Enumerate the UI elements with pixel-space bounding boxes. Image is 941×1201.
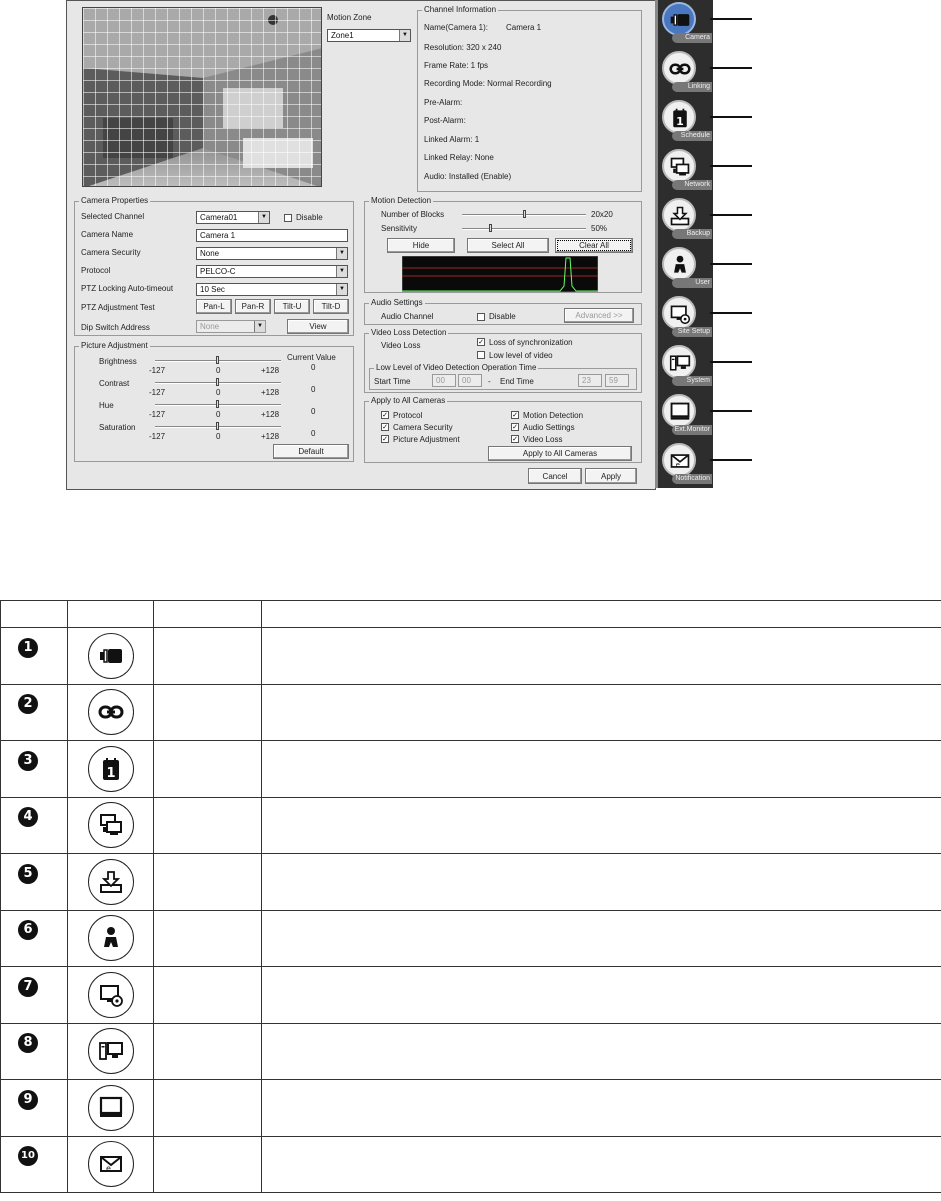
saturation-slider-thumb[interactable] [216,422,219,430]
table-cell-number [1,1080,68,1137]
time-dash: - [488,377,491,386]
number-badge: 8 [18,1033,38,1053]
operation-time-group [369,363,637,390]
number-badge: 1 [18,638,38,658]
svg-text:e: e [105,1164,111,1174]
contrast-min: -127 [149,388,166,397]
hue-label: Hue [99,401,114,410]
channel-name-value: Camera 1 [506,23,542,32]
table-row [1,1136,941,1193]
start-hour-input[interactable]: 00 [432,374,456,387]
sensitivity-value: 50% [591,224,608,233]
system-icon [662,345,696,379]
apply-picture-adjustment-label: Picture Adjustment [393,435,460,444]
loss-sync-label: Loss of synchronization [489,338,573,347]
motion-zone-label: Motion Zone [327,13,372,22]
end-minute-input[interactable]: 59 [605,374,629,387]
callout-line [710,263,752,265]
table-cell [154,967,262,1024]
contrast-mid: 0 [216,388,221,397]
table-cell-number [1,967,68,1024]
table-row [1,741,941,798]
table-cell [262,910,941,967]
table-cell-icon [68,910,154,967]
post-alarm-text: Post-Alarm: [424,116,466,125]
audio-disable-label: Disable [489,312,516,321]
nav-item-link[interactable] [660,51,712,95]
motion-zone-select[interactable] [327,29,411,42]
camera-preview[interactable] [82,7,322,187]
svg-text:1: 1 [105,765,116,781]
apply-to-all-cameras-button[interactable]: Apply to All Cameras [488,446,632,461]
nav-item-schedule[interactable] [660,100,712,144]
table-body [1,628,941,1193]
menu-icon-table [0,600,941,1193]
frame-rate-text: Frame Rate: 1 fps [424,61,489,70]
picture-adjustment-panel [74,341,354,462]
callout-line [710,116,752,118]
table-cell-icon [68,1023,154,1080]
end-hour-input[interactable]: 23 [578,374,602,387]
site-setup-icon [88,972,134,1018]
saturation-min: -127 [149,432,166,441]
pre-alarm-text: Pre-Alarm: [424,98,463,107]
table-row [1,797,941,854]
saturation-current-value: 0 [311,429,316,438]
selected-channel-value: Camera01 [200,213,238,222]
notification-icon [662,443,696,477]
chevron-down-icon: ▼ [336,248,347,259]
nav-item-label: User [672,278,712,288]
table-cell-icon [68,628,154,685]
camera-name-input[interactable]: Camera 1 [196,229,348,242]
current-value-label: Current Value [287,353,336,362]
hide-button[interactable]: Hide [387,238,455,253]
nav-item-label: Ext.Monitor [672,425,712,435]
table-row [1,1080,941,1137]
selected-channel-select[interactable] [196,211,270,224]
table-cell-number [1,1023,68,1080]
hue-current-value: 0 [311,407,316,416]
sensitivity-label: Sensitivity [381,224,418,233]
camera-icon [662,2,696,36]
settings-sidebar [655,0,713,488]
backup-icon [662,198,696,232]
table-cell-icon [68,684,154,741]
network-icon [662,149,696,183]
system-icon [88,1028,134,1074]
audio-text: Audio: Installed (Enable) [424,172,512,181]
start-minute-input[interactable]: 00 [458,374,482,387]
ptz-timeout-label: PTZ Locking Auto-timeout [81,284,174,293]
table-row [1,628,941,685]
number-badge: 3 [18,751,38,771]
table-cell-number [1,797,68,854]
apply-video-loss-checkbox[interactable]: ✓ [512,436,518,443]
tilt-up-button[interactable]: Tilt-U [274,299,310,314]
nav-item-label: Network [672,180,712,190]
table-header-cell [68,601,154,628]
camera-security-label: Camera Security [81,248,141,257]
contrast-label: Contrast [99,379,130,388]
nav-item-label: Notification [672,474,712,484]
nav-item-backup[interactable] [660,198,712,242]
monitor-icon [88,1085,134,1131]
number-badge: 2 [18,694,38,714]
brightness-label: Brightness [99,357,137,366]
low-level-checkbox[interactable] [477,351,485,359]
table-cell [262,1136,941,1193]
table-cell [154,1136,262,1193]
table-cell-number [1,854,68,911]
channel-info-title: Channel Information [424,5,497,14]
contrast-slider-thumb[interactable] [216,378,219,386]
chevron-down-icon: ▼ [336,266,347,277]
channel-info-panel [417,5,642,192]
brightness-min: -127 [149,366,166,375]
ptz-timeout-value: 10 Sec [200,285,225,294]
clear-all-button[interactable]: Clear All [555,238,633,253]
link-icon [662,51,696,85]
video-loss-label: Video Loss [381,341,421,350]
linked-relay-text: Linked Relay: None [424,153,494,162]
channel-name-label: Name(Camera 1): [424,23,489,32]
camera-icon [88,633,134,679]
nav-item-user[interactable] [660,247,712,291]
protocol-value: PELCO-C [200,267,236,276]
table-cell-number [1,910,68,967]
select-all-button[interactable]: Select All [467,238,549,253]
callout-line [710,67,752,69]
table-cell [154,741,262,798]
video-loss-panel [364,328,642,393]
user-icon [88,915,134,961]
number-badge: 4 [18,807,38,827]
motion-detection-title: Motion Detection [371,196,432,205]
ptz-timeout-select[interactable] [196,283,348,296]
brightness-current-value: 0 [311,363,316,372]
picture-adjustment-title: Picture Adjustment [81,341,148,350]
camera-properties-panel [74,196,354,336]
table-cell-number [1,684,68,741]
table-cell [262,797,941,854]
motion-grid [83,8,321,186]
nav-item-label: Schedule [672,131,712,141]
nav-item-label: System [672,376,712,386]
table-cell-icon [68,1080,154,1137]
motion-level-graph [402,256,598,292]
table-cell [154,1023,262,1080]
operation-time-title: Low Level of Video Detection Operation Time [376,363,537,372]
audio-settings-panel [364,298,642,325]
chevron-down-icon: ▼ [258,212,269,223]
contrast-max: +128 [261,388,280,397]
table-cell [154,910,262,967]
nav-item-label: Site Setup [672,327,712,337]
table-cell [262,1080,941,1137]
camera-properties-title: Camera Properties [81,196,149,205]
apply-all-panel [364,396,642,463]
low-level-label: Low level of video [489,351,553,360]
audio-channel-label: Audio Channel [381,312,434,321]
ptz-test-label: PTZ Adjustment Test [81,303,155,312]
camera-security-value: None [200,249,220,258]
schedule-icon [662,100,696,134]
table-cell [262,967,941,1024]
apply-protocol-checkbox[interactable]: ✓ [382,412,388,419]
chevron-down-icon: ▼ [336,284,347,295]
callout-line [710,361,752,363]
blocks-label: Number of Blocks [381,210,445,219]
selected-channel-label: Selected Channel [81,212,145,221]
callout-line [710,312,752,314]
protocol-label: Protocol [81,266,111,275]
apply-picture-adjustment-checkbox[interactable]: ✓ [382,436,388,443]
blocks-slider-thumb[interactable] [523,210,526,218]
brightness-slider-thumb[interactable] [216,356,219,364]
advanced-button[interactable]: Advanced >> [564,308,634,323]
start-time-label: Start Time [374,377,411,386]
number-badge: 9 [18,1090,38,1110]
network-icon [88,802,134,848]
protocol-select[interactable] [196,265,348,278]
blocks-value: 20x20 [591,210,613,219]
settings-screenshot [66,0,656,490]
callout-line [710,165,752,167]
contrast-current-value: 0 [311,385,316,394]
schedule-icon [88,746,134,792]
chevron-down-icon: ▼ [254,321,265,332]
table-row [1,967,941,1024]
monitor-icon [662,394,696,428]
apply-camera-security-label: Camera Security [393,423,453,432]
hue-max: +128 [261,410,280,419]
cancel-button[interactable]: Cancel [528,468,582,484]
callout-line [710,410,752,412]
table-cell-icon [68,741,154,798]
backup-icon [88,859,134,905]
saturation-max: +128 [261,432,280,441]
number-badge: 10 [18,1146,38,1166]
linked-alarm-text: Linked Alarm: 1 [424,135,480,144]
hue-min: -127 [149,410,166,419]
site-setup-icon [662,296,696,330]
svg-text:1: 1 [676,114,684,128]
user-icon [662,247,696,281]
tilt-down-button[interactable]: Tilt-D [313,299,349,314]
table-cell [262,628,941,685]
table-row [1,854,941,911]
audio-disable-checkbox[interactable] [477,313,485,321]
camera-disable-label: Disable [296,213,323,222]
table-cell-icon [68,797,154,854]
table-cell [262,684,941,741]
end-time-label: End Time [500,377,534,386]
dip-switch-value: None [200,322,220,331]
nav-item-site-setup[interactable] [660,296,712,340]
motion-detection-panel [364,196,642,293]
apply-motion-detection-label: Motion Detection [523,411,584,420]
table-row [1,1023,941,1080]
nav-item-notification[interactable] [660,443,712,487]
nav-item-label: Linking [672,82,712,92]
nav-item-label: Backup [672,229,712,239]
table-cell [262,854,941,911]
sensitivity-slider-thumb[interactable] [489,224,492,232]
link-icon [88,689,134,735]
table-cell-icon [68,854,154,911]
video-loss-title: Video Loss Detection [371,328,447,337]
table-header-cell [1,601,68,628]
loss-sync-checkbox[interactable]: ✓ [478,339,484,346]
nav-item-label: Camera [672,33,712,43]
apply-protocol-label: Protocol [393,411,423,420]
motion-zone-value: Zone1 [331,31,354,40]
table-header-cell [154,601,262,628]
view-button[interactable]: View [287,319,349,334]
dip-switch-select [196,320,266,333]
camera-security-select[interactable] [196,247,348,260]
table-header-cell [262,601,941,628]
apply-video-loss-label: Video Loss [523,435,563,444]
callout-line [710,214,752,216]
pan-left-button[interactable]: Pan-L [196,299,232,314]
table-row [1,684,941,741]
sensitivity-slider[interactable] [462,228,586,230]
apply-all-title: Apply to All Cameras [371,396,446,405]
camera-name-label: Camera Name [81,230,134,239]
table-cell [154,854,262,911]
nav-item-monitor[interactable] [660,394,712,438]
resolution-text: Resolution: 320 x 240 [424,43,502,52]
number-badge: 7 [18,977,38,997]
svg-text:e: e [675,460,680,469]
recording-mode-text: Recording Mode: Normal Recording [424,79,552,88]
hue-mid: 0 [216,410,221,419]
apply-button[interactable]: Apply [585,468,637,484]
table-cell [154,797,262,854]
chevron-down-icon: ▼ [399,30,410,41]
apply-audio-settings-label: Audio Settings [523,423,575,432]
audio-settings-title: Audio Settings [371,298,423,307]
table-cell [262,1023,941,1080]
brightness-max: +128 [261,366,280,375]
table-cell [154,1080,262,1137]
dip-switch-label: Dip Switch Address [81,323,150,332]
table-cell-number [1,1136,68,1193]
table-cell-number [1,741,68,798]
table-cell-icon [68,967,154,1024]
pan-right-button[interactable]: Pan-R [235,299,271,314]
saturation-mid: 0 [216,432,221,441]
saturation-label: Saturation [99,423,136,432]
number-badge: 5 [18,864,38,884]
callout-line [710,18,752,20]
apply-camera-security-checkbox[interactable]: ✓ [382,424,388,431]
nav-item-network[interactable] [660,149,712,193]
table-cell-icon [68,1136,154,1193]
hue-slider-thumb[interactable] [216,400,219,408]
table-cell-number [1,628,68,685]
nav-item-system[interactable] [660,345,712,389]
notification-icon [88,1141,134,1187]
table-header-row [1,601,941,628]
table-cell [154,684,262,741]
number-badge: 6 [18,920,38,940]
nav-item-camera[interactable] [660,2,712,46]
camera-disable-checkbox[interactable] [284,214,292,222]
apply-motion-detection-checkbox[interactable]: ✓ [512,412,518,419]
callout-line [710,459,752,461]
default-button[interactable]: Default [273,444,349,459]
brightness-mid: 0 [216,366,221,375]
table-cell [262,741,941,798]
table-cell [154,628,262,685]
apply-audio-settings-checkbox[interactable]: ✓ [512,424,518,431]
table-row [1,910,941,967]
